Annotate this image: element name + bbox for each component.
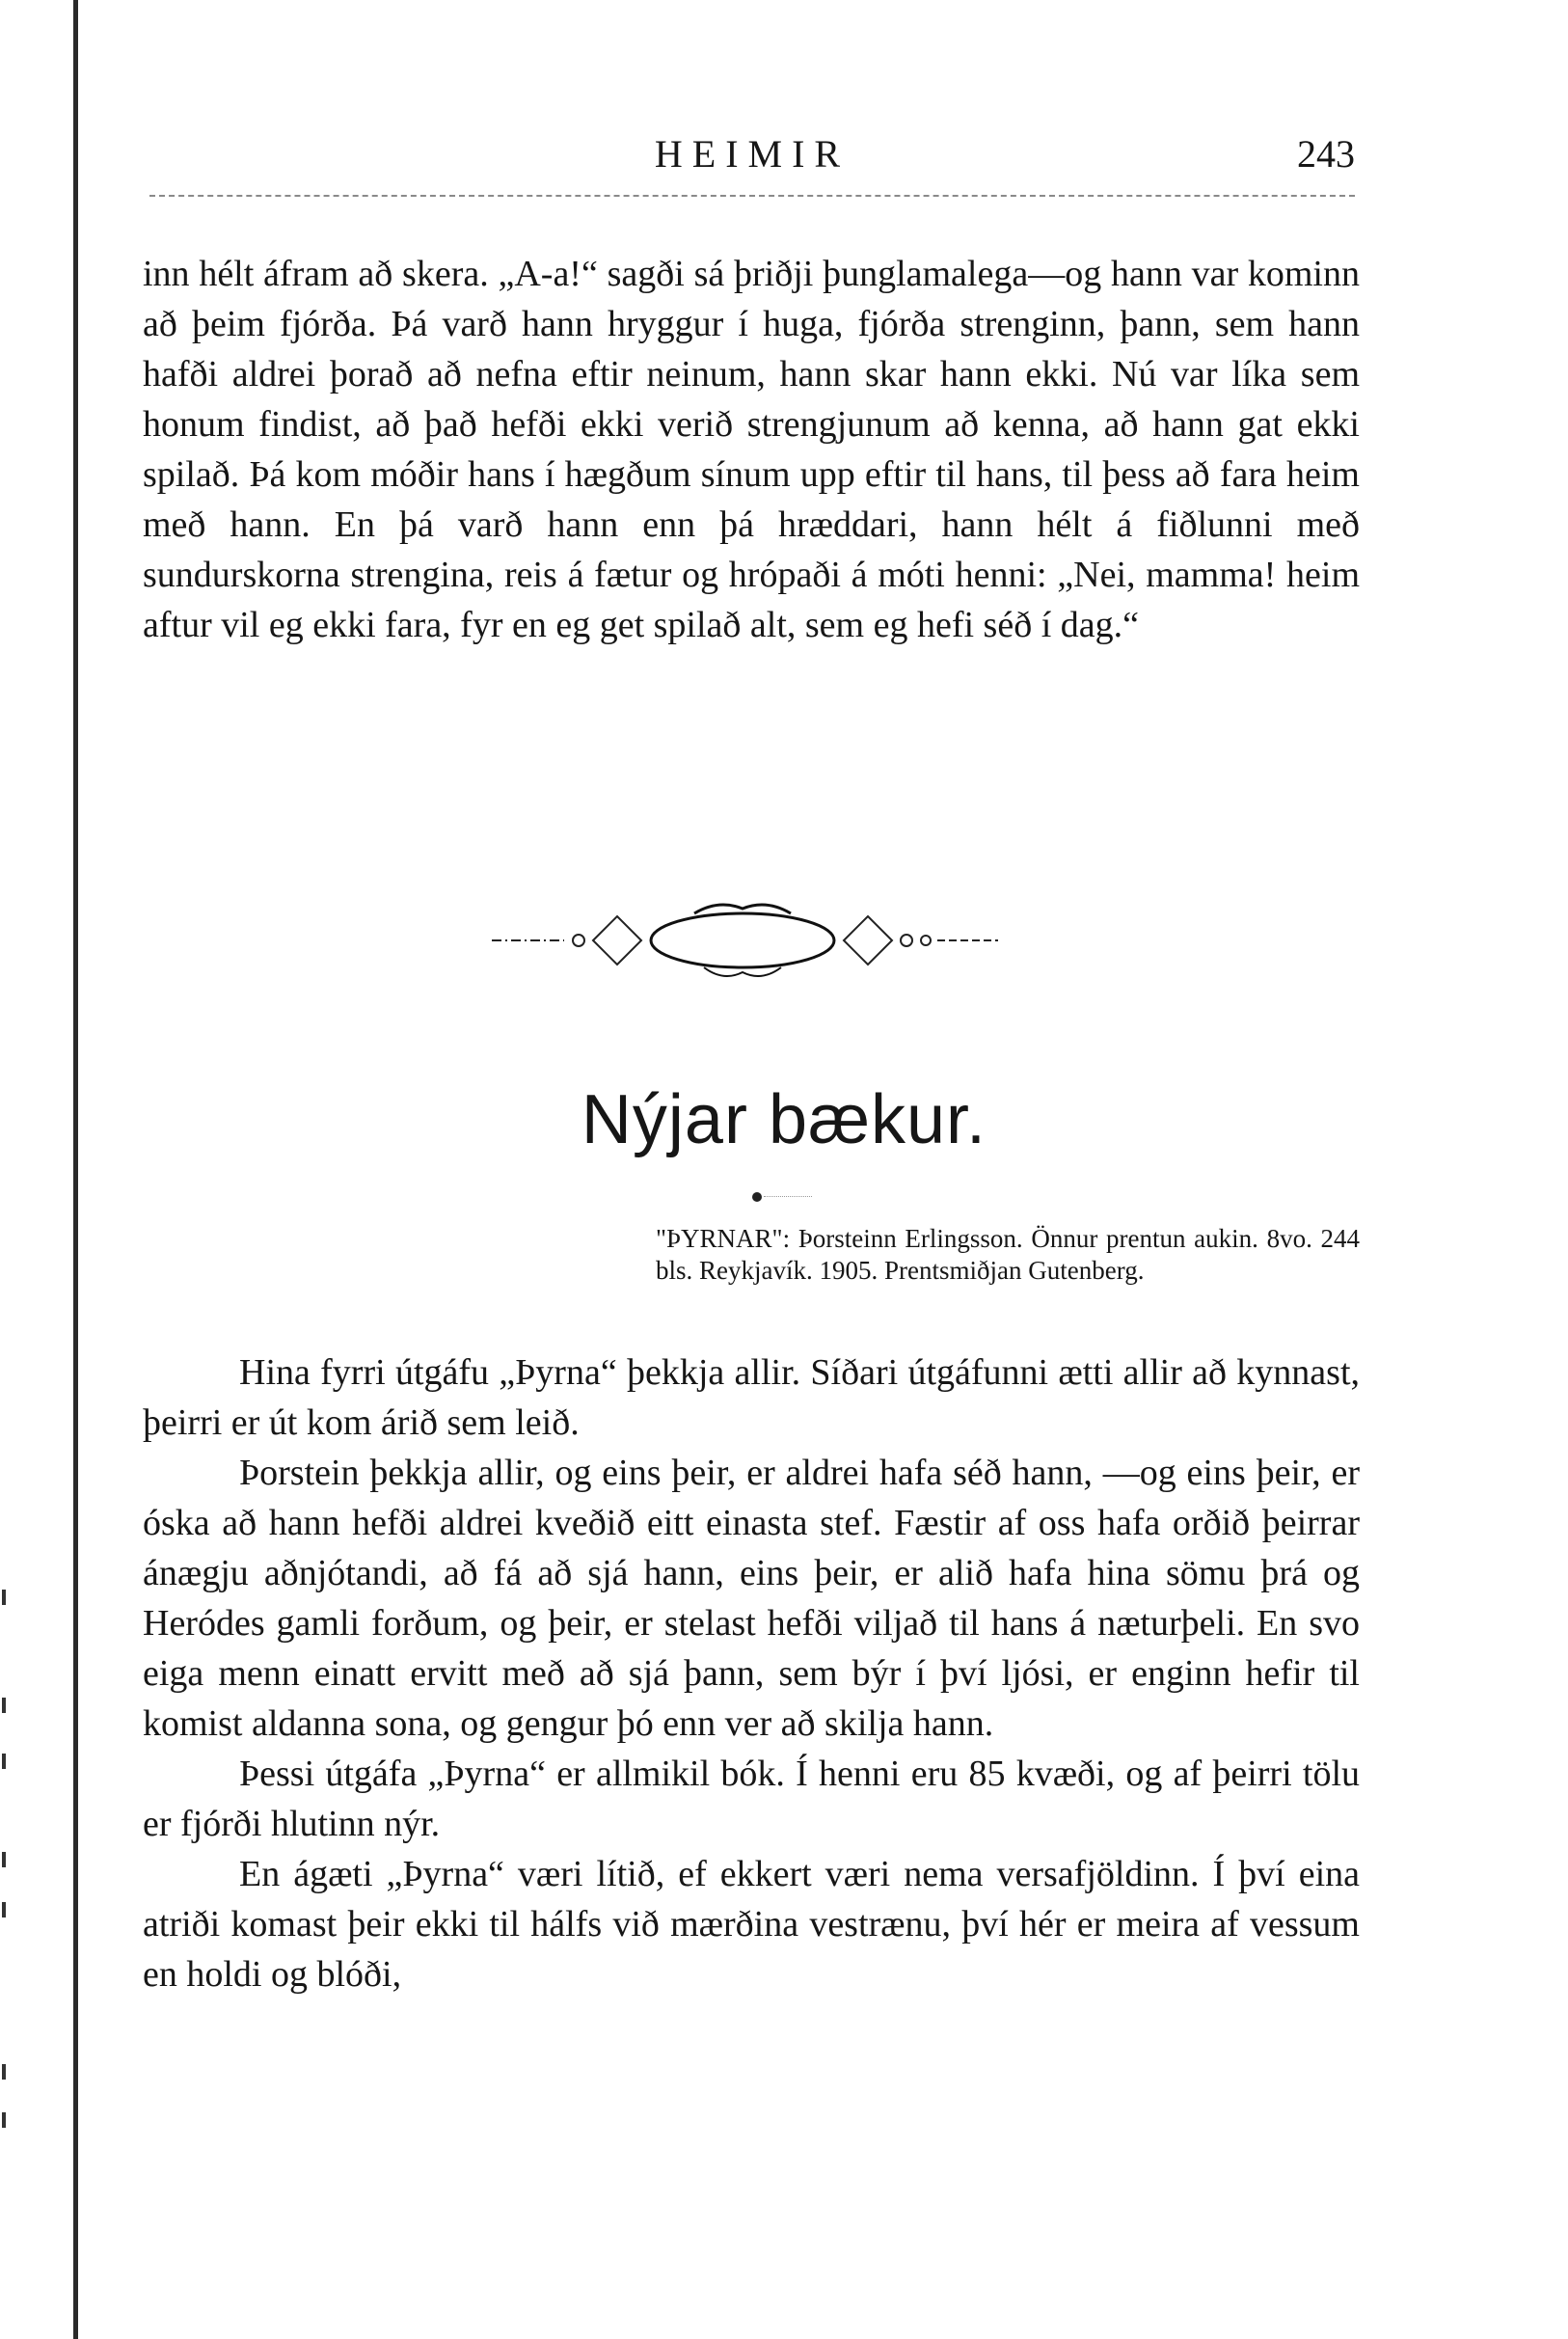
binding-edge-rule [73,0,78,2339]
margin-mark [2,2112,6,2128]
margin-mark [2,2064,6,2080]
running-title: HEIMIR [654,132,851,176]
review-paragraph: Þorstein þekkja allir, og eins þeir, er aldrei hafa séð hann, —og eins þeir, er óska að hann hefði aldrei kveðið eitt einasta stef. Fæstir af oss hafa orðið þeirrar ánægju aðnjótandi, að fá að sjá hann, eins þeir, er alið hafa hina sömu þrá og Heródes gamli forðum, og þeir, er stelast hefði viljað til hans á næturþeli. En svo eiga menn einatt ervitt með að sjá þann, sem býr í því ljósi, er enginn hefir til komist aldanna sona, og gengur þó enn ver að skilja hann. [143,1453,1360,1744]
review-paragraph: Hina fyrri útgáfu „Þyrna“ þekkja allir. Síðari útgáfunni ætti allir að kynnast, þeirri er út kom árið sem leið. [143,1352,1360,1443]
review-paragraph: En ágæti „Þyrna“ væri lítið, ef ekkert væri nema versafjöldinn. Í því eina atriði komast þeir ekki til hálfs við mærðina vestrænu, því hér er meira af vessum en holdi og blóði, [143,1854,1360,1995]
review-paragraph: Þessi útgáfa „Þyrna“ er allmikil bók. Í henni eru 85 kvæði, og af þeirri tölu er fjórði hlutinn nýr. [143,1754,1360,1844]
margin-mark [2,1852,6,1867]
story-paragraph: inn hélt áfram að skera. „A-a!“ sagði sá þriðji þunglamalega—og hann var kominn að þeim fjórða. Þá varð hann hryggur í huga, fjórða strenginn, þann, sem hann hafði aldrei þorað að nefna eftir neinum, hann skar hann ekki. Nú var líka sem honum findist, að það hefði ekki verið strengjunum að kenna, að hann gat ekki spilað. Þá kom móðir hans í hægðum sínum upp eftir til hans, til þess að fara heim með hann. En þá varð hann enn þá hræddari, hann hélt á fiðlunni með sundurskorna strengina, reis á fætur og hrópaði á móti henni: „Nei, mamma! heim aftur vil eg ekki fara, fyr en eg get spilað alt, sem eg hefi séð í dag.“ [143,254,1360,645]
margin-mark [2,1590,6,1605]
margin-mark [2,1902,6,1917]
continued-story-text [143,249,1360,650]
section-title: Nýjar bækur. [581,1081,987,1158]
title-dot [752,1192,762,1202]
page-number: 243 [1297,132,1355,176]
review-text [143,1347,1360,1999]
ornament-divider-icon [473,897,1013,984]
running-head [149,123,1355,181]
header-rule [149,195,1355,197]
book-citation: "ÞYRNAR": Þorsteinn Erlingsson. Önnur prentun aukin. 8vo. 244 bls. Reykjavík. 1905. Prentsmiðjan Gutenberg. [656,1224,1360,1285]
margin-mark [2,1754,6,1769]
margin-mark [2,1698,6,1713]
title-dot-tail [764,1196,812,1197]
